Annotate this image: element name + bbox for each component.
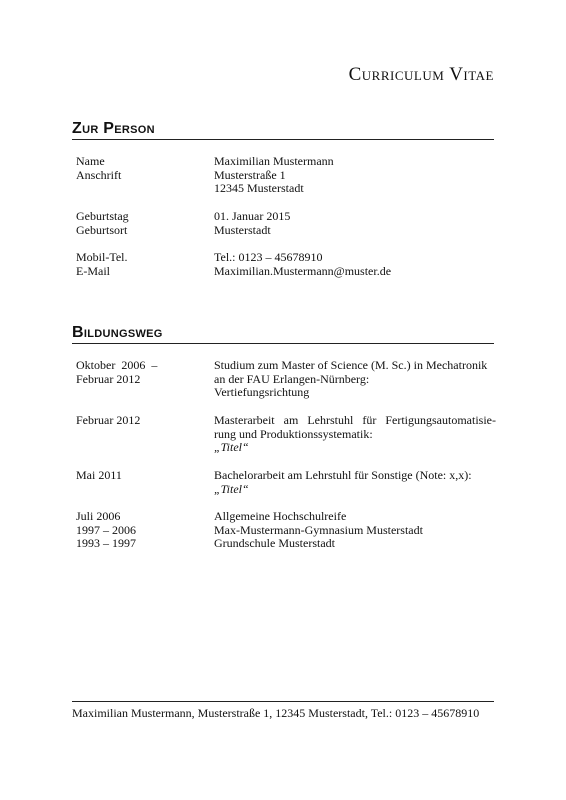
text-line: Masterarbeit am Lehrstuhl für Fertigungsautomatisie- [214,413,496,427]
document-title: Curriculum Vitae [348,64,494,85]
value-city: 12345 Musterstadt [214,181,304,196]
date-line: 1993 – 1997 [76,536,136,551]
label-email: E-Mail [76,263,110,278]
education-text [214,510,496,551]
education-text [214,359,496,400]
label-birthday: Geburtstag [76,209,129,223]
education-text [214,469,496,496]
education-date [76,359,206,386]
text-line: Allgemeine Hochschulreife [214,509,347,523]
person-values [214,251,496,278]
footer-contact: Maximilian Mustermann, Musterstraße 1, 12345 Musterstadt, Tel.: 0123 – 45678910 [72,706,480,720]
person-labels [76,210,206,237]
value-birthday: 01. Januar 2015 [214,209,291,223]
text-line: an der FAU Erlangen-Nürnberg: [214,371,370,386]
label-address: Anschrift [76,167,122,182]
label-name: Name [76,154,105,168]
section-heading-person: Zur Person [72,120,494,140]
date-line: 1997 – 2006 [76,522,136,537]
date-line: Februar 2012 [76,371,141,386]
thesis-title: „Titel“ [214,440,249,455]
label-mobile: Mobil-Tel. [76,250,128,264]
date-line: Oktober 2006 – [76,358,158,372]
value-phone: Tel.: 0123 – 45678910 [214,250,323,264]
section-heading-education: Bildungsweg [72,324,494,344]
date-line: Februar 2012 [76,413,141,427]
value-street: Musterstraße 1 [214,167,286,182]
text-line: Bachelorarbeit am Lehrstuhl für Sonstige (Note: x,x): [214,468,472,482]
education-text [214,414,496,455]
education-date [76,510,206,551]
person-values [214,155,496,196]
value-email: Maximilian.Mustermann@muster.de [214,263,392,278]
text-line: Grundschule Musterstadt [214,536,335,551]
footer-rule [72,701,494,702]
education-date [76,414,206,428]
text-line: Max-Mustermann-Gymnasium Musterstadt [214,522,423,537]
person-labels [76,251,206,278]
value-name: Maximilian Mustermann [214,154,334,168]
text-line: rung und Produktionssystematik: [214,426,373,441]
education-date [76,469,206,483]
label-birthplace: Geburtsort [76,222,128,237]
thesis-title: „Titel“ [214,481,249,496]
person-values [214,210,496,237]
text-line: Vertiefungsrichtung [214,385,310,400]
date-line: Juli 2006 [76,509,121,523]
text-line: Studium zum Master of Science (M. Sc.) in Mechatronik [214,358,488,372]
person-labels [76,155,206,182]
value-birthplace: Musterstadt [214,222,271,237]
date-line: Mai 2011 [76,468,122,482]
